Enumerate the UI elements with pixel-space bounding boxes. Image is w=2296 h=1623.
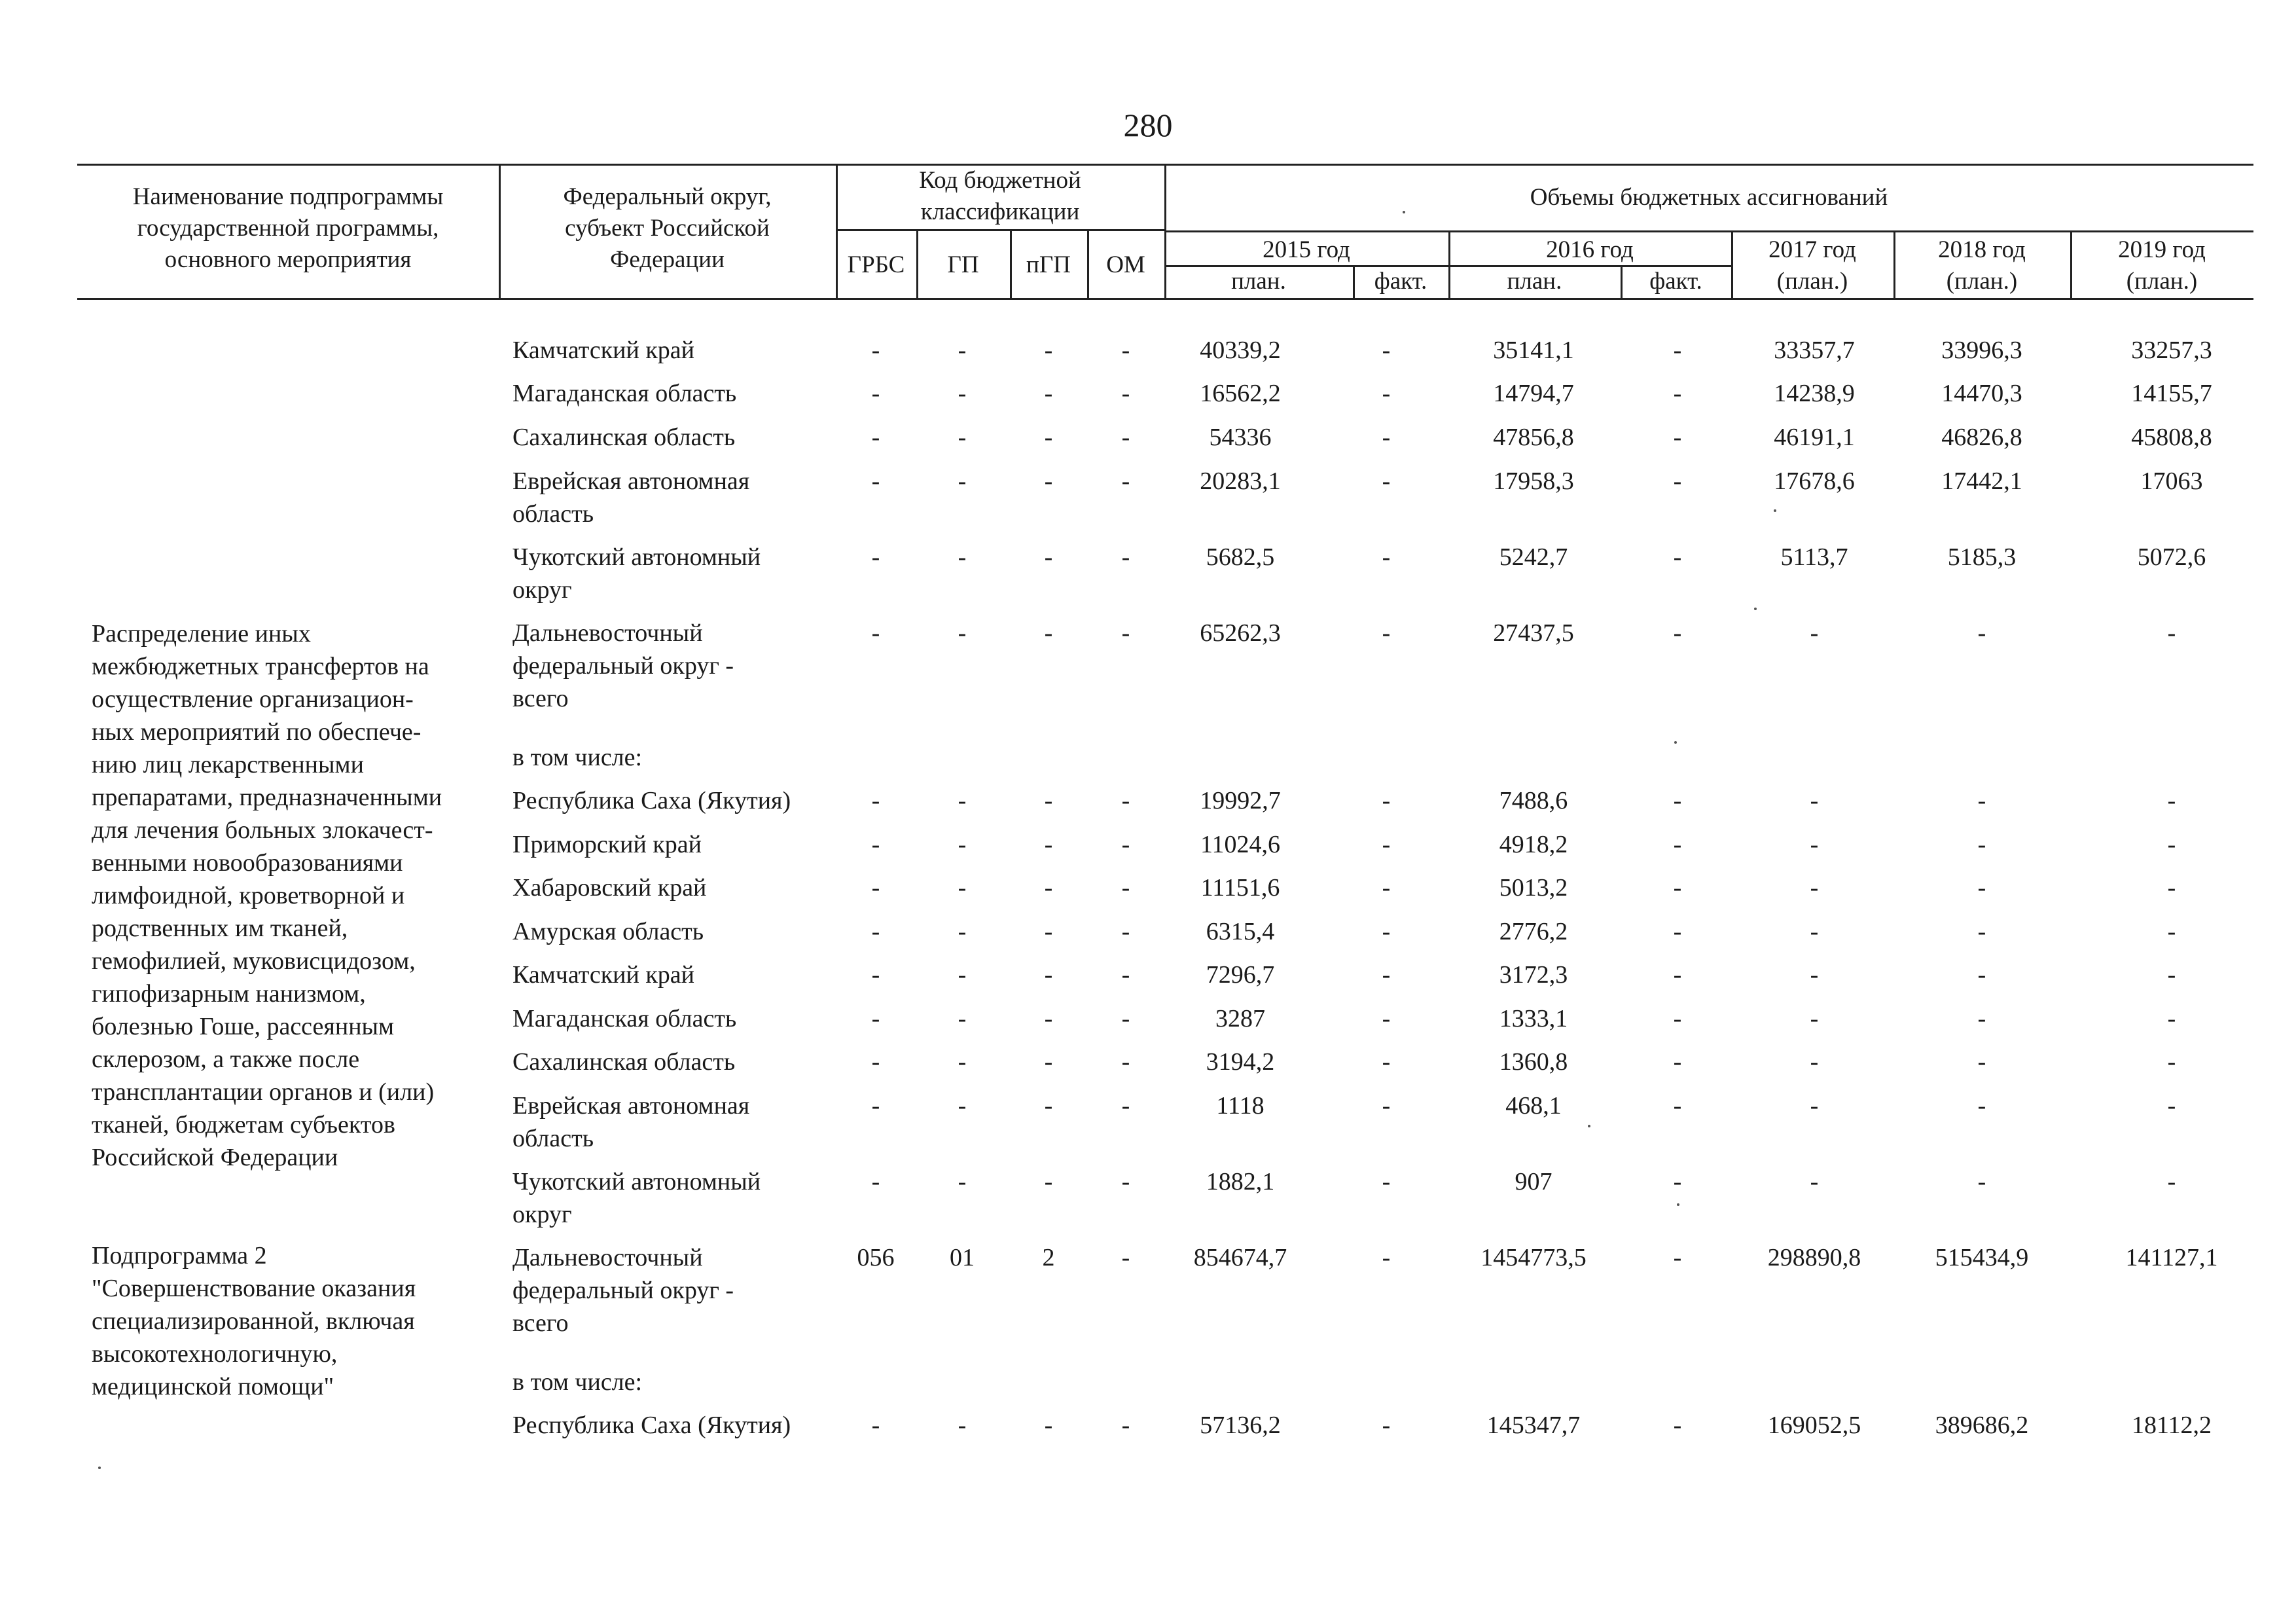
region-name: всего [512,1309,569,1337]
header-col-district: Федеральный округ, субъект Российской Федерации [563,183,772,273]
amount-cell: 35141,1 [1493,337,1574,364]
budget-code-cell: - [871,961,880,989]
budget-code-cell: - [1121,1092,1130,1120]
amount-cell: 65262,3 [1200,619,1281,647]
amount-cell: - [1673,337,1682,364]
amount-cell: 854674,7 [1193,1244,1287,1271]
amount-cell: 19992,7 [1200,787,1281,814]
amount-cell: 14794,7 [1493,380,1574,407]
amount-cell: - [2167,1092,2176,1120]
budget-code-cell: - [1044,961,1053,989]
amount-cell: - [2167,1168,2176,1195]
volumes-group-rule [1164,230,2253,232]
amount-cell: 17063 [2140,467,2203,495]
amount-cell: - [1977,831,1986,858]
budget-code-cell: - [1044,337,1053,364]
amount-cell: - [1382,918,1391,945]
amount-cell: - [1977,874,1986,902]
amount-cell: - [1673,619,1682,647]
amount-cell: 5013,2 [1499,874,1568,902]
region-name: в том числе: [512,744,643,771]
budget-code-cell: - [1121,961,1130,989]
budget-code-cell: - [871,1048,880,1076]
amount-cell: - [2167,1005,2176,1032]
amount-cell: 17442,1 [1941,467,2022,495]
amount-cell: - [1673,874,1682,902]
region-name: Дальневосточный [512,1244,703,1271]
region-name: Дальневосточный [512,619,703,647]
amount-cell: 3194,2 [1206,1048,1275,1076]
amount-cell: - [1382,787,1391,814]
amount-cell: 14155,7 [2131,380,2212,407]
amount-cell: 2776,2 [1499,918,1568,945]
budget-code-cell: - [1121,874,1130,902]
region-name: Еврейская автономная [512,467,750,495]
amount-cell: 298890,8 [1767,1244,1861,1271]
amount-cell: 45808,8 [2131,424,2212,451]
amount-cell: 47856,8 [1493,424,1574,451]
budget-code-cell: - [958,831,967,858]
amount-cell: - [2167,787,2176,814]
amount-cell: 6315,4 [1206,918,1275,945]
amount-cell: - [1673,424,1682,451]
amount-cell: 54336 [1209,424,1272,451]
region-name: всего [512,685,569,712]
region-name: в том числе: [512,1368,643,1396]
amount-cell: - [1382,1168,1391,1195]
budget-code-cell: - [1044,424,1053,451]
header-om: ОМ [1106,251,1145,278]
amount-cell: - [1673,961,1682,989]
amount-cell: - [1810,831,1819,858]
header-gp: ГП [947,251,979,278]
header-pgp: пГП [1026,251,1071,278]
budget-code-cell: - [958,787,967,814]
header-col-name: Наименование подпрограммы государственной программы, основного мероприятия [132,183,444,273]
header-2015-plan: план. [1231,268,1286,295]
budget-code-cell: - [1044,380,1053,407]
budget-code-cell: - [871,543,880,571]
amount-cell: 468,1 [1505,1092,1562,1120]
scan-speck [1754,608,1757,610]
budget-code-cell: - [1121,1412,1130,1439]
amount-cell: - [1382,1048,1391,1076]
budget-code-cell: - [871,1412,880,1439]
header-budget-code-group: Код бюджетной классификации [919,167,1081,225]
budget-code-cell: - [871,337,880,364]
amount-cell: - [1382,424,1391,451]
budget-code-cell: - [958,467,967,495]
amount-cell: 1333,1 [1499,1005,1568,1032]
budget-code-cell: - [958,961,967,989]
region-name: округ [512,576,572,604]
budget-code-cell: - [958,543,967,571]
amount-cell: 389686,2 [1935,1412,2029,1439]
amount-cell: 1360,8 [1499,1048,1568,1076]
amount-cell: 17678,6 [1774,467,1855,495]
amount-cell: 907 [1515,1168,1552,1195]
budget-code-cell: - [1121,1244,1130,1271]
budget-code-cell: - [1044,874,1053,902]
amount-cell: - [1673,467,1682,495]
budget-code-cell: - [1121,831,1130,858]
code-group-rule [836,229,1164,231]
amount-cell: 7296,7 [1206,961,1275,989]
region-name: Камчатский край [512,961,694,989]
budget-code-cell: - [958,918,967,945]
budget-code-cell: - [1044,1005,1053,1032]
header-2016-plan: план. [1507,268,1562,295]
amount-cell: - [1977,961,1986,989]
budget-code-cell: - [1121,337,1130,364]
amount-cell: - [1382,831,1391,858]
budget-code-cell: - [871,1092,880,1120]
amount-cell: - [1673,1244,1682,1271]
budget-code-cell: - [871,467,880,495]
budget-code-cell: - [1044,1168,1053,1195]
header-year-2018: 2018 год (план.) [1938,236,2026,295]
header-year-2017: 2017 год (план.) [1768,236,1856,295]
header-bottom-rule [77,298,2253,300]
amount-cell: - [2167,619,2176,647]
amount-cell: - [1810,787,1819,814]
header-year-2015: 2015 год [1263,236,1350,263]
amount-cell: - [1382,1244,1391,1271]
budget-code-cell: 056 [857,1244,895,1271]
amount-cell: - [1810,619,1819,647]
amount-cell: 14470,3 [1941,380,2022,407]
amount-cell: 145347,7 [1486,1412,1581,1439]
region-name: Сахалинская область [512,424,736,451]
amount-cell: 33996,3 [1941,337,2022,364]
region-name: федеральный округ - [512,652,734,680]
region-name: Камчатский край [512,337,694,364]
budget-code-cell: - [1044,619,1053,647]
amount-cell: - [1382,961,1391,989]
scan-speck [1403,211,1405,213]
header-year-2016: 2016 год [1546,236,1634,263]
amount-cell: - [1382,874,1391,902]
budget-code-cell: - [871,380,880,407]
amount-cell: 11151,6 [1200,874,1280,902]
amount-cell: - [1382,1092,1391,1120]
description-other-transfers: Распределение иных межбюджетных трансфертов на осуществление организацион- ных мероприятий по обеспече- нию лиц лекарственными препаратами, предназначенными для лечения больных злокачест- венными новообразованиями лимфоидной, кроветворной и родственных им тканей, гемофилией, муковисцидозом, гипофизарным нанизмом, болезнью Гоше, рассеянным склерозом, а также после трансплантации органов и (или) тканей, бюджетам субъектов Российской Федерации [92,620,442,1171]
amount-cell: - [1977,1005,1986,1032]
amount-cell: - [1977,1048,1986,1076]
amount-cell: - [1673,543,1682,571]
scan-speck [98,1467,101,1469]
budget-code-cell: - [1044,831,1053,858]
amount-cell: - [1382,380,1391,407]
amount-cell: - [1810,1168,1819,1195]
description-subprogram-2: Подпрограмма 2 "Совершенствование оказания специализированной, включая высокотехнологичную, медицинской помощи" [92,1242,416,1400]
budget-code-cell: - [1121,1005,1130,1032]
amount-cell: 46191,1 [1774,424,1855,451]
region-name: область [512,1125,594,1152]
budget-code-cell: - [958,874,967,902]
budget-code-cell: 2 [1042,1244,1055,1271]
budget-code-cell: - [1121,424,1130,451]
budget-code-cell: - [958,1048,967,1076]
amount-cell: - [1977,1092,1986,1120]
amount-cell: - [1382,1005,1391,1032]
budget-code-cell: - [1121,1168,1130,1195]
amount-cell: 3172,3 [1499,961,1568,989]
amount-cell: 46826,8 [1941,424,2022,451]
amount-cell: 141127,1 [2125,1244,2218,1271]
scan-speck [1674,741,1677,744]
amount-cell: 40339,2 [1200,337,1281,364]
amount-cell: - [1810,874,1819,902]
budget-code-cell: - [1044,1412,1053,1439]
budget-code-cell: - [1121,619,1130,647]
amount-cell: - [1673,831,1682,858]
budget-code-cell: - [958,380,967,407]
budget-code-cell: - [1121,380,1130,407]
amount-cell: 5242,7 [1499,543,1568,571]
amount-cell: 16562,2 [1200,380,1281,407]
budget-code-cell: - [958,424,967,451]
budget-code-cell: - [871,787,880,814]
amount-cell: - [2167,918,2176,945]
region-name: Магаданская область [512,380,737,407]
budget-code-cell: - [1044,1048,1053,1076]
budget-code-cell: - [1044,787,1053,814]
region-name: Хабаровский край [512,874,707,902]
amount-cell: - [1673,380,1682,407]
amount-cell: - [1382,1412,1391,1439]
header-grbs: ГРБС [847,251,905,278]
amount-cell: 33257,3 [2131,337,2212,364]
amount-cell: 4918,2 [1499,831,1568,858]
scan-speck [1677,1203,1679,1206]
budget-code-cell: - [958,1412,967,1439]
amount-cell: - [1673,918,1682,945]
budget-code-cell: - [958,1092,967,1120]
amount-cell: - [2167,961,2176,989]
amount-cell: - [1810,1005,1819,1032]
scan-speck [1588,1125,1590,1127]
amount-cell: - [1977,918,1986,945]
amount-cell: 11024,6 [1200,831,1281,858]
region-name: Чукотский автономный [512,1168,761,1195]
region-name: федеральный округ - [512,1277,734,1304]
budget-code-cell: - [958,1005,967,1032]
budget-code-cell: - [958,337,967,364]
budget-code-cell: - [871,619,880,647]
region-name: Амурская область [512,918,704,945]
budget-code-cell: - [871,918,880,945]
amount-cell: 1118 [1216,1092,1265,1120]
amount-cell: - [1673,787,1682,814]
amount-cell: - [1382,467,1391,495]
amount-cell: 3287 [1215,1005,1265,1032]
region-name: Республика Саха (Якутия) [512,787,791,814]
budget-code-cell: - [871,424,880,451]
amount-cell: - [2167,874,2176,902]
amount-cell: - [1673,1048,1682,1076]
region-name: Приморский край [512,831,702,858]
amount-cell: 1454773,5 [1480,1244,1587,1271]
amount-cell: - [1977,787,1986,814]
scan-speck [1774,509,1776,512]
amount-cell: - [2167,831,2176,858]
region-name: Сахалинская область [512,1048,736,1076]
amount-cell: 17958,3 [1493,467,1574,495]
budget-code-cell: - [1044,467,1053,495]
budget-code-cell: - [871,831,880,858]
budget-code-cell: - [958,619,967,647]
amount-cell: - [1810,1048,1819,1076]
budget-code-cell: - [958,1168,967,1195]
region-name: Магаданская область [512,1005,737,1032]
amount-cell: - [1673,1168,1682,1195]
budget-code-cell: - [1121,543,1130,571]
header-2015-fact: факт. [1374,268,1427,295]
amount-cell: - [1382,337,1391,364]
amount-cell: - [2167,1048,2176,1076]
budget-code-cell: - [1121,918,1130,945]
region-name: Чукотский автономный [512,543,761,571]
amount-cell: - [1810,1092,1819,1120]
amount-cell: 169052,5 [1767,1412,1861,1439]
amount-cell: 20283,1 [1200,467,1281,495]
amount-cell: 5072,6 [2137,543,2206,571]
budget-code-cell: - [1121,787,1130,814]
header-2016-fact: факт. [1649,268,1702,295]
amount-cell: 7488,6 [1499,787,1568,814]
amount-cell: 57136,2 [1200,1412,1281,1439]
amount-cell: 33357,7 [1774,337,1855,364]
amount-cell: - [1673,1092,1682,1120]
budget-code-cell: - [1121,1048,1130,1076]
budget-code-cell: - [871,1005,880,1032]
amount-cell: 515434,9 [1935,1244,2029,1271]
header-year-2019: 2019 год (план.) [2118,236,2206,295]
amount-cell: 18112,2 [2131,1412,2212,1439]
amount-cell: - [1810,961,1819,989]
region-name: Еврейская автономная [512,1092,750,1120]
budget-code-cell: - [871,1168,880,1195]
amount-cell: - [1382,543,1391,571]
amount-cell: - [1382,619,1391,647]
amount-cell: 5682,5 [1206,543,1275,571]
budget-code-cell: - [1044,918,1053,945]
budget-code-cell: - [1044,543,1053,571]
amount-cell: 5185,3 [1947,543,2017,571]
amount-cell: 14238,9 [1774,380,1855,407]
budget-code-cell: - [1121,467,1130,495]
amount-cell: - [1977,619,1986,647]
budget-code-cell: - [871,874,880,902]
region-name: округ [512,1201,572,1228]
amount-cell: - [1673,1005,1682,1032]
amount-cell: - [1810,918,1819,945]
amount-cell: - [1673,1412,1682,1439]
amount-cell: 27437,5 [1493,619,1574,647]
region-name: область [512,500,594,528]
page-number: 280 [1123,107,1173,143]
amount-cell: 1882,1 [1206,1168,1275,1195]
region-name: Республика Саха (Якутия) [512,1412,791,1439]
budget-code-cell: 01 [950,1244,975,1271]
budget-code-cell: - [1044,1092,1053,1120]
amount-cell: - [1977,1168,1986,1195]
amount-cell: 5113,7 [1780,543,1848,571]
header-volumes-group: Объемы бюджетных ассигнований [1530,184,1888,211]
